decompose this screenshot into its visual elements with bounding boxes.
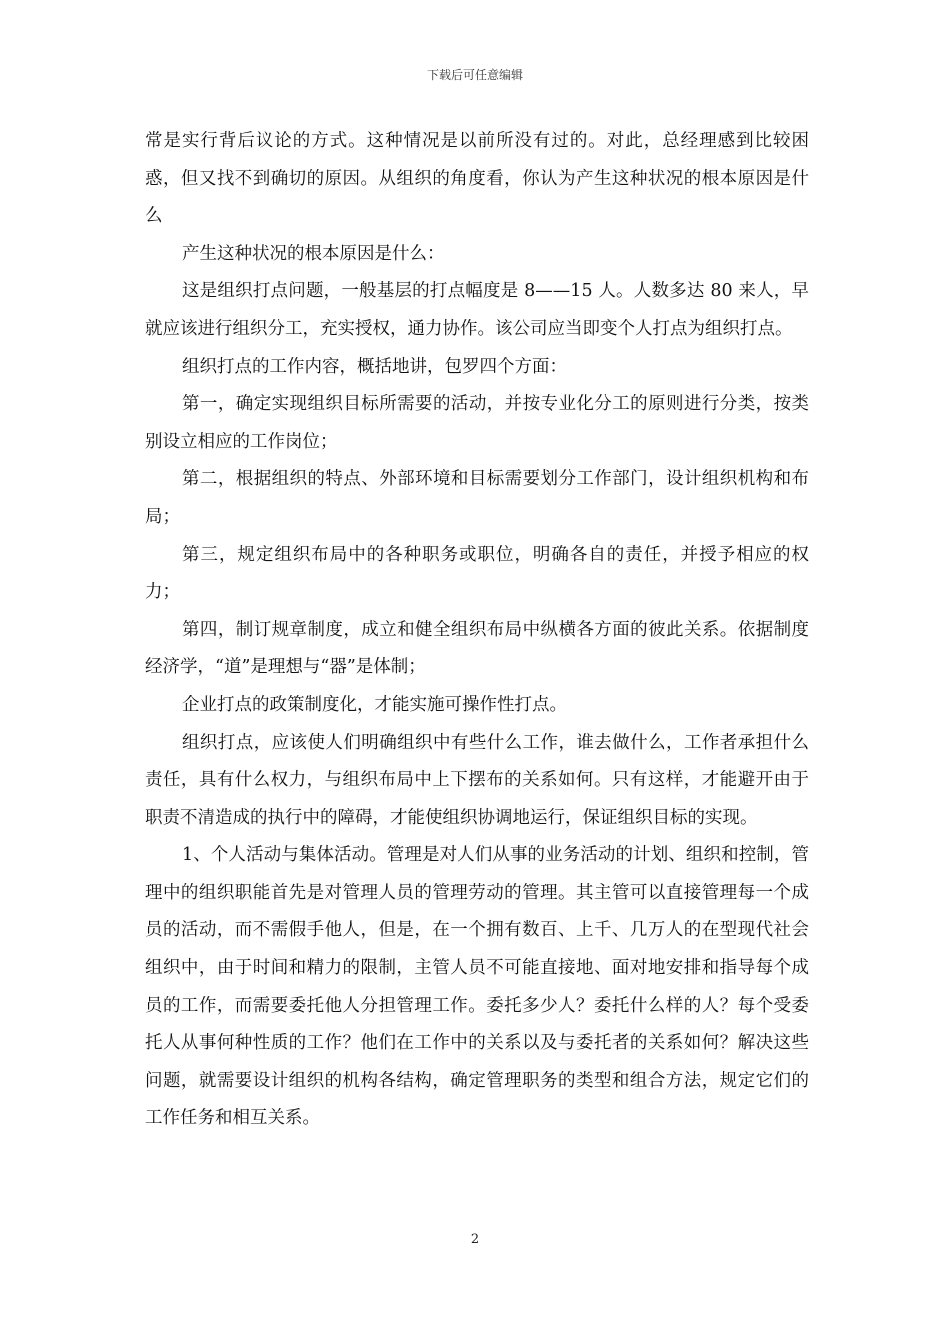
paragraph: 第四，制订规章制度，成立和健全组织布局中纵横各方面的彼此关系。依据制度经济学，“道”是理想与“器”是体制； xyxy=(145,619,809,678)
paragraph: 第三，规定组织布局中的各种职务或职位，明确各自的责任，并授予相应的权力； xyxy=(145,544,809,603)
paragraph: 常是实行背后议论的方式。这种情况是以前所没有过的。对此，总经理感到比较困惑，但又找不到确切的原因。从组织的角度看，你认为产生这种状况的根本原因是什么 xyxy=(145,131,809,227)
paragraph: 这是组织打点问题，一般基层的打点幅度是 8——15 人。人数多达 80 来人，早就应该进行组织分工，充实授权，通力协作。该公司应当即变个人打点为组织打点。 xyxy=(145,281,809,339)
paragraph: 组织打点，应该使人们明确组织中有些什么工作，谁去做什么，工作者承担什么责任，具有什么权力，与组织布局中上下摆布的关系如何。只有这样，才能避开由于职责不清造成的执行中的障碍，才能使组织协调地运行，保证组织目标的实现。 xyxy=(145,732,809,828)
paragraph: 1、个人活动与集体活动。管理是对人们从事的业务活动的计划、组织和控制，管理中的组织职能首先是对管理人员的管理劳动的管理。其主管可以直接管理每一个成员的活动，而不需假手他人，但是，在一个拥有数百、上千、几万人的在型现代社会组织中，由于时间和精力的限制，主管人员不可能直接地、面对地安排和指导每个成员的工作，而需要委托他人分担管理工作。委托多少人？委托什么样的人？每个受委托人从事何种性质的工作？他们在工作中的关系以及与委托者的关系如何？解决这些问题，就需要设计组织的机构各结构，确定管理职务的类型和组合方法，规定它们的工作任务和相互关系。 xyxy=(145,845,809,1129)
paragraph: 产生这种状况的根本原因是什么： xyxy=(182,243,445,264)
paragraph: 第二，根据组织的特点、外部环境和目标需要划分工作部门，设计组织机构和布局； xyxy=(145,469,809,527)
paragraph: 企业打点的政策制度化，才能实施可操作性打点。 xyxy=(182,694,567,715)
page-header: 下载后可任意编辑 xyxy=(426,68,523,82)
paragraph: 第一，确定实现组织目标所需要的活动，并按专业化分工的原则进行分类，按类别设立相应的工作岗位； xyxy=(145,394,809,452)
paragraph: 组织打点的工作内容，概括地讲，包罗四个方面： xyxy=(182,356,567,377)
document-body xyxy=(145,123,809,1138)
page-number: 2 xyxy=(470,1232,480,1247)
